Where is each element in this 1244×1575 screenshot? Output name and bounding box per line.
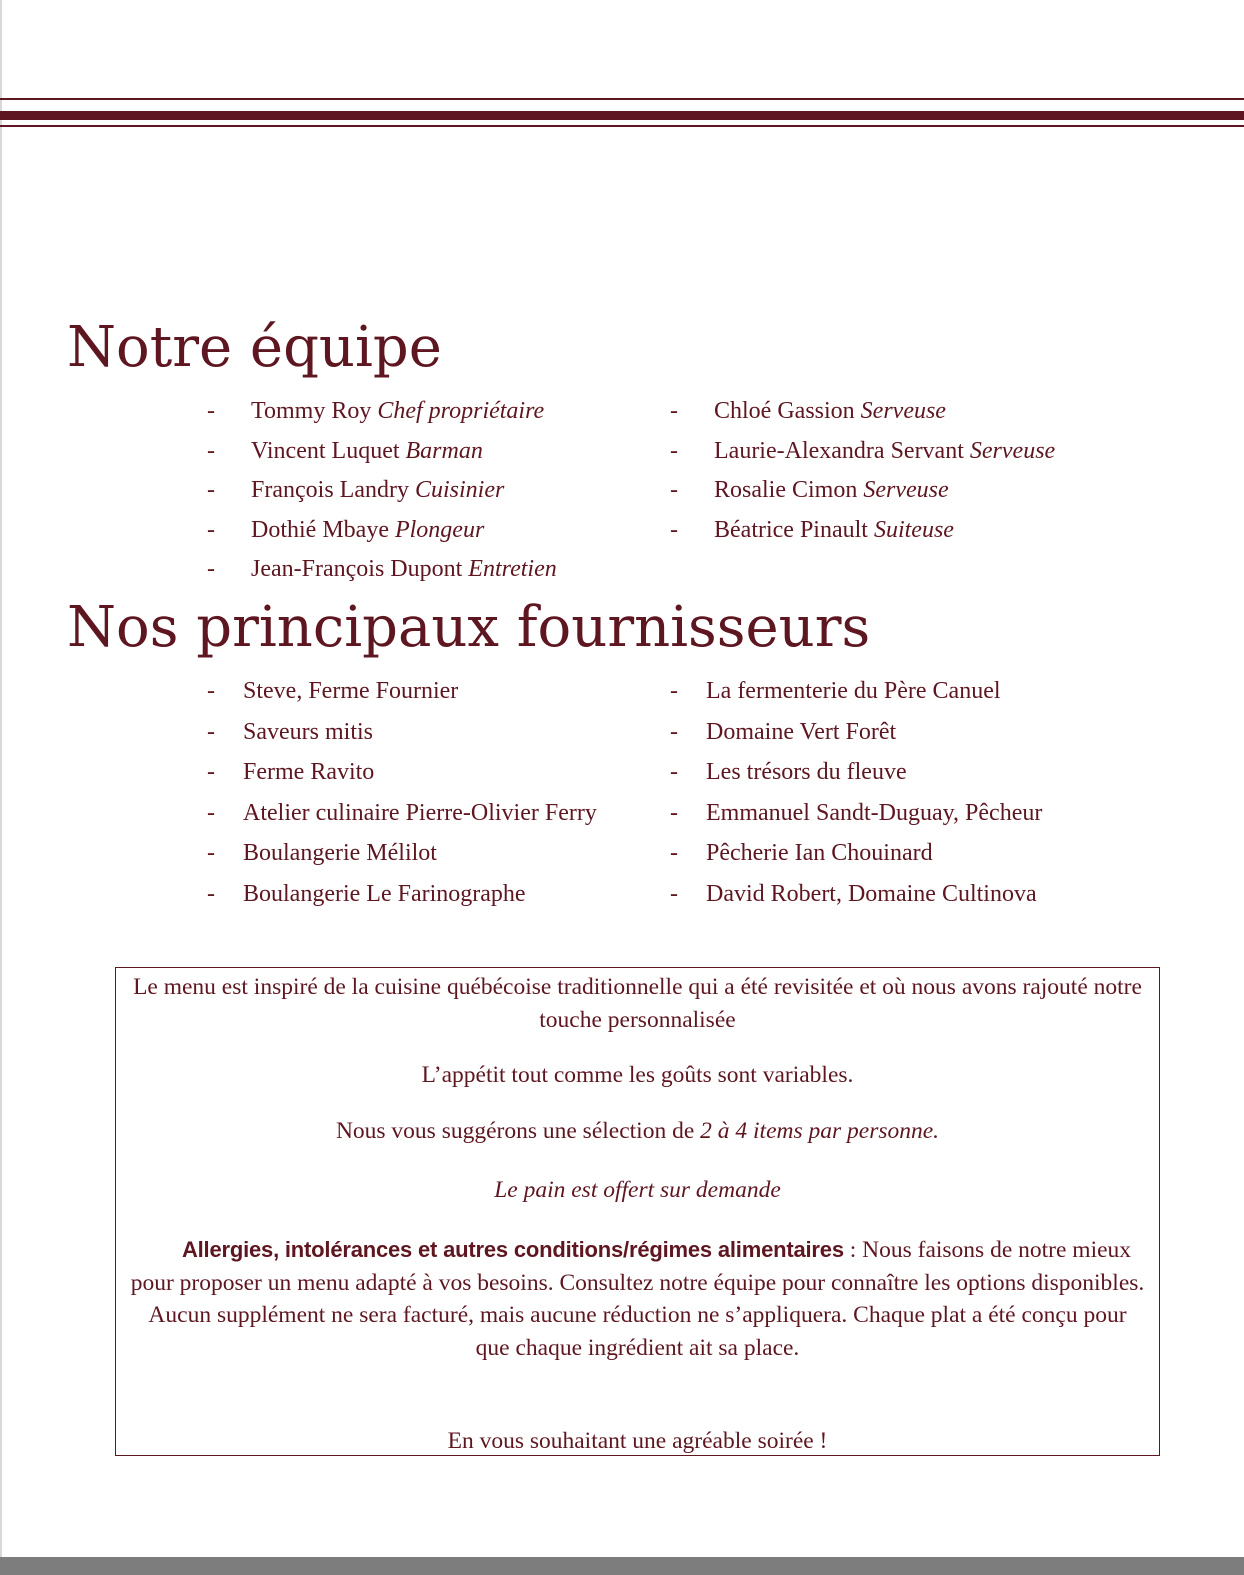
member-name: François Landry (251, 477, 409, 503)
team-member (670, 471, 1055, 511)
supplier-item: - Emmanuel Sandt-Duguay, Pêcheur (670, 793, 1042, 834)
header-rule-thick (0, 111, 1244, 120)
appetite-text: L’appétit tout comme les goûts sont variables. (421, 1062, 854, 1088)
supplier-item: - Les trésors du fleuve (670, 752, 1042, 793)
supplier-item: - Steve, Ferme Fournier (207, 671, 597, 712)
team-list-left (207, 392, 557, 590)
supplier-item: - Ferme Ravito (207, 752, 597, 793)
supplier-item: - David Robert, Domaine Cultinova (670, 874, 1042, 915)
supplier-item: - Atelier culinaire Pierre-Olivier Ferry (207, 793, 597, 834)
team-member (670, 432, 1055, 472)
allergy-lead: Allergies, intolérances et autres conditions/régimes alimentaires (181, 1237, 844, 1262)
header-rule-thin-top (0, 98, 1244, 100)
member-role: Plongeur (394, 516, 485, 543)
member-name: Jean-François Dupont (251, 556, 463, 582)
team-member (207, 550, 557, 590)
supplier-list-right (670, 671, 1042, 914)
member-name: Laurie-Alexandra Servant (714, 437, 964, 464)
member-name: Chloé Gassion (714, 398, 855, 424)
supplier-list-left (207, 671, 597, 914)
supplier-item: - La fermenterie du Père Canuel (670, 671, 1042, 712)
team-member (670, 392, 1055, 432)
team-member (670, 511, 1055, 551)
closing-text: En vous souhaitant une agréable soirée ! (447, 1428, 828, 1454)
header-rule-thin-bottom (0, 125, 1244, 127)
suggestion-emphasis: 2 à 4 items par personne. (700, 1118, 940, 1144)
bread-note: Le pain est offert sur demande (494, 1177, 781, 1203)
member-role: Serveuse (860, 398, 946, 424)
member-name: Dothié Mbaye (251, 516, 389, 543)
supplier-item: - Boulangerie Le Farinographe (207, 874, 597, 915)
team-list-right (670, 392, 1055, 550)
bottom-bar (0, 1557, 1244, 1575)
member-role: Serveuse (969, 437, 1056, 464)
member-name: Vincent Luquet (251, 437, 400, 464)
member-name: Tommy Roy (251, 398, 372, 424)
supplier-item: - Domaine Vert Forêt (670, 712, 1042, 753)
menu-info-box (115, 967, 1160, 1456)
suggestion-prefix: Nous vous suggérons une sélection de (335, 1118, 701, 1144)
supplier-item: - Saveurs mitis (207, 712, 597, 753)
team-member (207, 392, 557, 432)
member-role: Suiteuse (873, 516, 954, 543)
team-member (207, 511, 557, 551)
member-role: Serveuse (863, 477, 949, 503)
member-role: Chef propriétaire (377, 398, 545, 424)
allergy-notice (130, 1234, 1145, 1364)
menu-intro-text: Le menu est inspiré de la cuisine québécoise traditionnelle qui a été revisitée et où nous avons rajouté notre touche personnalisée (133, 974, 1142, 1033)
allergy-text: : Nous faisons de notre mieux pour proposer un menu adapté à vos besoins. Consultez notre équipe pour connaître les options disponibles. Aucun supplément ne sera facturé, mais aucune réduction ne s’appliquera. Chaque plat a été conçu pour que chaque ingrédient ait sa place. (130, 1237, 1145, 1361)
team-member (207, 432, 557, 472)
team-member (207, 471, 557, 511)
page-edge (0, 0, 2, 1560)
team-heading: Notre équipe (67, 315, 442, 380)
member-role: Cuisinier (414, 477, 505, 503)
suggestion-text (130, 1115, 1145, 1148)
supplier-item: - Pêcherie Ian Chouinard (670, 833, 1042, 874)
supplier-item: - Boulangerie Mélilot (207, 833, 597, 874)
member-role: Entretien (468, 556, 557, 582)
member-name: Rosalie Cimon (714, 477, 858, 503)
member-role: Barman (405, 437, 483, 464)
suppliers-heading: Nos principaux fournisseurs (67, 595, 871, 660)
member-name: Béatrice Pinault (714, 516, 868, 543)
